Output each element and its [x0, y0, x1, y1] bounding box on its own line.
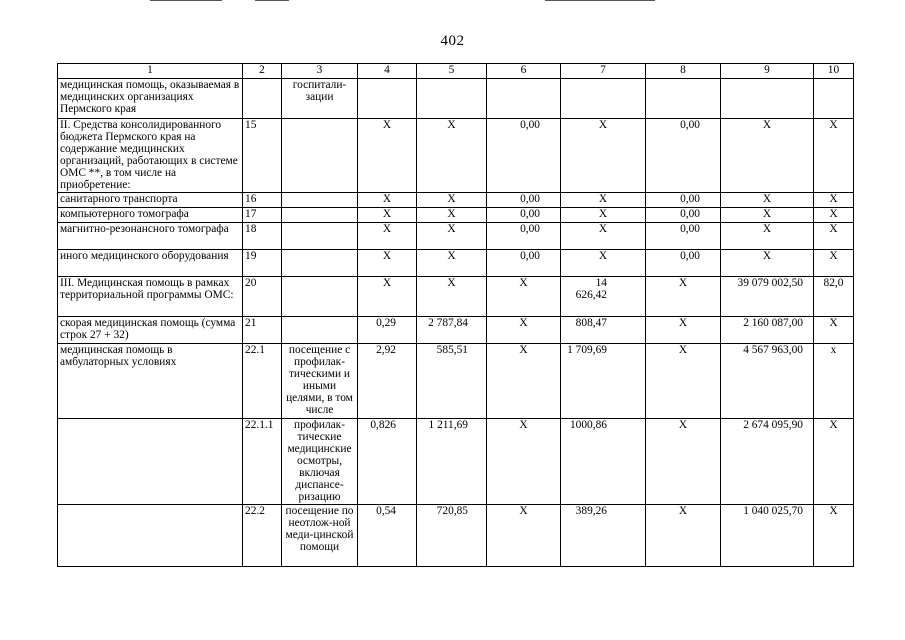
- page-number: 402: [440, 33, 465, 49]
- cell-col7: 808,47: [561, 317, 646, 344]
- cell-col7: 1 709,69: [561, 344, 646, 419]
- cell-col6: 0,00: [487, 208, 561, 223]
- cell-col5: X: [417, 193, 487, 208]
- budget-table: [57, 63, 854, 567]
- column-header: 5: [417, 64, 487, 79]
- column-header: 9: [721, 64, 814, 79]
- row-code: 22.1: [243, 344, 282, 419]
- table-row: [58, 193, 854, 208]
- cell-col9: X: [721, 208, 814, 223]
- row-label: [58, 419, 243, 505]
- cell-col9: 39 079 002,50: [721, 277, 814, 317]
- table-header-row: [58, 64, 854, 79]
- cell-col9: X: [721, 250, 814, 277]
- cell-col6: 0,00: [487, 119, 561, 193]
- row-unit: профилак-тические медицинские осмотры, включая диспансе-ризацию: [282, 419, 358, 505]
- row-label: медицинская помощь в амбулаторных условиях: [58, 344, 243, 419]
- cell-col6: 0,00: [487, 193, 561, 208]
- row-unit: посещение с профилак-тическими и иными целями, в том числе: [282, 344, 358, 419]
- cell-col5: 1 211,69: [417, 419, 487, 505]
- row-label: II. Средства консолидированного бюджета Пермского края на содержание медицинских организаций, работающих в системе ОМС **, в том числе на приобретение:: [58, 119, 243, 193]
- cell-col9: 4 567 963,00: [721, 344, 814, 419]
- cell-col5: X: [417, 119, 487, 193]
- cell-col7: 1000,86: [561, 419, 646, 505]
- cell-col10: x: [814, 344, 854, 419]
- cell-col5: X: [417, 250, 487, 277]
- cell-col8: X: [646, 317, 721, 344]
- cell-col7: X: [561, 223, 646, 250]
- row-unit: посещение по неотлож-ной меди-цинской помощи: [282, 505, 358, 567]
- cell-col6: X: [487, 505, 561, 567]
- cell-col7: X: [561, 250, 646, 277]
- cell-col8: 0,00: [646, 119, 721, 193]
- cell-col4: 2,92: [358, 344, 417, 419]
- cell-col4: [358, 79, 417, 119]
- cell-col5: 585,51: [417, 344, 487, 419]
- cell-col9: 1 040 025,70: [721, 505, 814, 567]
- row-unit: [282, 223, 358, 250]
- row-label: медицинская помощь, оказываемая в медицинских организациях Пермского края: [58, 79, 243, 119]
- table-row: [58, 250, 854, 277]
- cell-col6: X: [487, 277, 561, 317]
- cell-col5: [417, 79, 487, 119]
- cell-col10: X: [814, 223, 854, 250]
- cell-col9: X: [721, 119, 814, 193]
- cell-col10: X: [814, 419, 854, 505]
- cell-col8: 0,00: [646, 208, 721, 223]
- column-header: 6: [487, 64, 561, 79]
- row-unit: госпитали-зации: [282, 79, 358, 119]
- cell-col5: 720,85: [417, 505, 487, 567]
- table-row: [58, 79, 854, 119]
- column-header: 3: [282, 64, 358, 79]
- cell-col5: 2 787,84: [417, 317, 487, 344]
- cell-col9: X: [721, 223, 814, 250]
- top-edge-line: [150, 0, 222, 1]
- row-label: компьютерного томографа: [58, 208, 243, 223]
- table-row: [58, 419, 854, 505]
- row-unit: [282, 277, 358, 317]
- cell-col10: X: [814, 208, 854, 223]
- row-label: санитарного транспорта: [58, 193, 243, 208]
- row-code: 16: [243, 193, 282, 208]
- column-header: 8: [646, 64, 721, 79]
- cell-col8: 0,00: [646, 193, 721, 208]
- row-code: 17: [243, 208, 282, 223]
- row-code: 15: [243, 119, 282, 193]
- cell-col10: [814, 79, 854, 119]
- column-header: 10: [814, 64, 854, 79]
- row-label: магнитно-резонансного томографа: [58, 223, 243, 250]
- cell-col8: X: [646, 277, 721, 317]
- cell-col6: X: [487, 419, 561, 505]
- cell-col4: X: [358, 208, 417, 223]
- cell-col8: X: [646, 419, 721, 505]
- row-code: 19: [243, 250, 282, 277]
- cell-col7: 389,26: [561, 505, 646, 567]
- table-row: [58, 344, 854, 419]
- cell-col6: [487, 79, 561, 119]
- row-label: III. Медицинская помощь в рамках территориальной программы ОМС:: [58, 277, 243, 317]
- cell-col6: X: [487, 317, 561, 344]
- row-code: 22.1.1: [243, 419, 282, 505]
- cell-col5: X: [417, 223, 487, 250]
- row-unit: [282, 250, 358, 277]
- cell-col10: 82,0: [814, 277, 854, 317]
- row-code: [243, 79, 282, 119]
- top-edge-line: [545, 0, 655, 1]
- cell-col8: 0,00: [646, 223, 721, 250]
- cell-col10: X: [814, 505, 854, 567]
- cell-col10: X: [814, 317, 854, 344]
- table-row: [58, 317, 854, 344]
- cell-col9: [721, 79, 814, 119]
- cell-col7: X: [561, 208, 646, 223]
- cell-col8: [646, 79, 721, 119]
- column-header: 1: [58, 64, 243, 79]
- column-header: 4: [358, 64, 417, 79]
- column-header: 7: [561, 64, 646, 79]
- table-row: [58, 277, 854, 317]
- cell-col4: X: [358, 277, 417, 317]
- cell-col8: X: [646, 344, 721, 419]
- row-code: 21: [243, 317, 282, 344]
- cell-col7: 14 626,42: [561, 277, 646, 317]
- top-edge-line: [255, 0, 289, 1]
- cell-col9: 2 674 095,90: [721, 419, 814, 505]
- row-label: [58, 505, 243, 567]
- row-unit: [282, 317, 358, 344]
- cell-col4: X: [358, 193, 417, 208]
- cell-col5: X: [417, 277, 487, 317]
- cell-col10: X: [814, 119, 854, 193]
- table-row: [58, 505, 854, 567]
- column-header: 2: [243, 64, 282, 79]
- cell-col7: X: [561, 193, 646, 208]
- row-unit: [282, 119, 358, 193]
- cell-col6: 0,00: [487, 250, 561, 277]
- cell-col4: 0,826: [358, 419, 417, 505]
- cell-col9: 2 160 087,00: [721, 317, 814, 344]
- cell-col8: 0,00: [646, 250, 721, 277]
- table-row: [58, 119, 854, 193]
- cell-col4: X: [358, 223, 417, 250]
- cell-col9: X: [721, 193, 814, 208]
- row-code: 22.2: [243, 505, 282, 567]
- row-unit: [282, 193, 358, 208]
- cell-col4: 0,54: [358, 505, 417, 567]
- row-label: скорая медицинская помощь (сумма строк 27 + 32): [58, 317, 243, 344]
- cell-col4: 0,29: [358, 317, 417, 344]
- row-unit: [282, 208, 358, 223]
- row-code: 20: [243, 277, 282, 317]
- cell-col4: X: [358, 250, 417, 277]
- table-row: [58, 223, 854, 250]
- cell-col6: X: [487, 344, 561, 419]
- cell-col10: X: [814, 193, 854, 208]
- cell-col8: X: [646, 505, 721, 567]
- cell-col7: [561, 79, 646, 119]
- cell-col4: X: [358, 119, 417, 193]
- row-label: иного медицинского оборудования: [58, 250, 243, 277]
- cell-col10: X: [814, 250, 854, 277]
- table-row: [58, 208, 854, 223]
- row-code: 18: [243, 223, 282, 250]
- cell-col5: X: [417, 208, 487, 223]
- cell-col6: 0,00: [487, 223, 561, 250]
- cell-col7: X: [561, 119, 646, 193]
